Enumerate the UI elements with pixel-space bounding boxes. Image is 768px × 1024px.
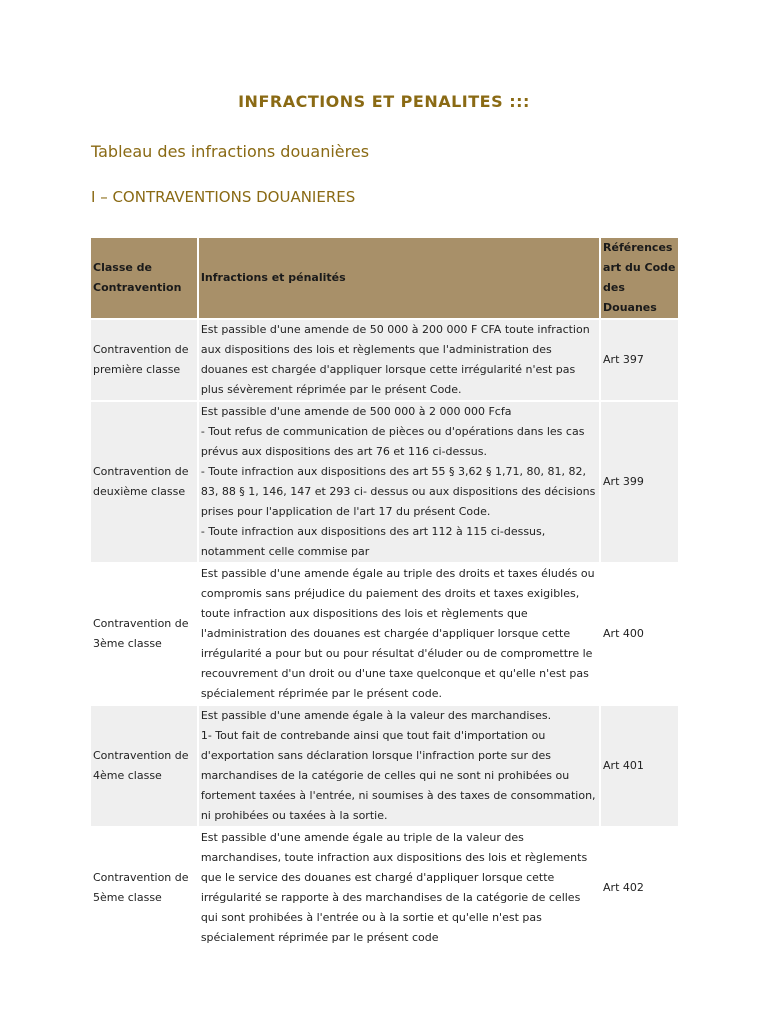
header-infractions: Infractions et pénalités — [199, 238, 599, 318]
page-subtitle: Tableau des infractions douanières — [91, 142, 370, 161]
cell-classe: Contravention de 4ème classe — [91, 706, 197, 826]
header-classe: Classe de Contravention — [91, 238, 197, 318]
cell-classe: Contravention de première classe — [91, 320, 197, 400]
table-row — [91, 706, 678, 826]
header-references: Références art du Code des Douanes — [601, 238, 678, 318]
cell-reference: Art 399 — [601, 402, 678, 562]
cell-classe: Contravention de deuxième classe — [91, 402, 197, 562]
cell-infractions: Est passible d'une amende égale au triple des droits et taxes éludés ou compromis sans préjudice du paiement des droits et taxes exigibles, toute infraction aux dispositions des lois et règlements que l'administration des douanes est chargée d'appliquer lorsque cette irrégularité a pour but ou pour résultat d'éluder ou de compromettre le recouvrement d'un droit ou d'une taxe quelconque et qu'elle n'est pas spécialement réprimée par le présent code. — [200, 567, 595, 700]
table-row — [91, 402, 678, 562]
page-title: INFRACTIONS ET PENALITES ::: — [238, 92, 530, 111]
section-heading: I – CONTRAVENTIONS DOUANIERES — [91, 188, 356, 206]
table-row — [91, 320, 678, 400]
cell-reference: Art 402 — [603, 881, 644, 894]
table-header-row — [91, 238, 678, 318]
table-row — [91, 828, 678, 948]
cell-reference: Art 401 — [601, 706, 678, 826]
cell-classe: Contravention de 3ème classe — [93, 617, 189, 650]
cell-infractions: Est passible d'une amende de 500 000 à 2 000 000 Fcfa - Tout refus de communication de pièces ou d'opérations dans les cas prévus aux dispositions des art 76 et 116 ci-dessus. - Toute infraction aux dispositions des art 55 § 3,62 § 1,71, 80, 81, 82, 83, 88 § 1, 146, 147 et 293 ci- dessus ou aux dispositions des décisions prises pour l'application de l'art 17 du présent Code. - Toute infraction aux dispositions des art 112 à 115 ci-dessus, notamment celle commise par — [199, 402, 599, 562]
table-row — [91, 564, 678, 704]
cell-infractions: Est passible d'une amende égale au triple de la valeur des marchandises, toute infraction aux dispositions des lois et règlements que le service des douanes est chargé d'appliquer lorsque cette irrégularité se rapporte à des marchandises de la catégorie de celles qui sont prohibées à l'entrée ou à la sortie et qu'elle n'est pas spécialement réprimée par le présent code — [200, 831, 588, 944]
cell-reference: Art 400 — [603, 627, 644, 640]
cell-reference: Art 397 — [601, 320, 678, 400]
infractions-table — [89, 236, 680, 950]
cell-infractions: Est passible d'une amende de 50 000 à 200 000 F CFA toute infraction aux dispositions des lois et règlements que l'administration des douanes est chargée d'appliquer lorsque cette irrégularité n'est pas plus sévèrement réprimée par le présent Code. — [199, 320, 599, 400]
cell-classe: Contravention de 5ème classe — [93, 871, 189, 904]
cell-infractions: Est passible d'une amende égale à la valeur des marchandises. 1- Tout fait de contrebande ainsi que tout fait d'importation ou d'exportation sans déclaration lorsque l'infraction porte sur des marchandises de la catégorie de celles qui ne sont ni prohibées ou fortement taxées à l'entrée, ni soumises à des taxes de consommation, ni prohibées ou taxées à la sortie. — [199, 706, 599, 826]
